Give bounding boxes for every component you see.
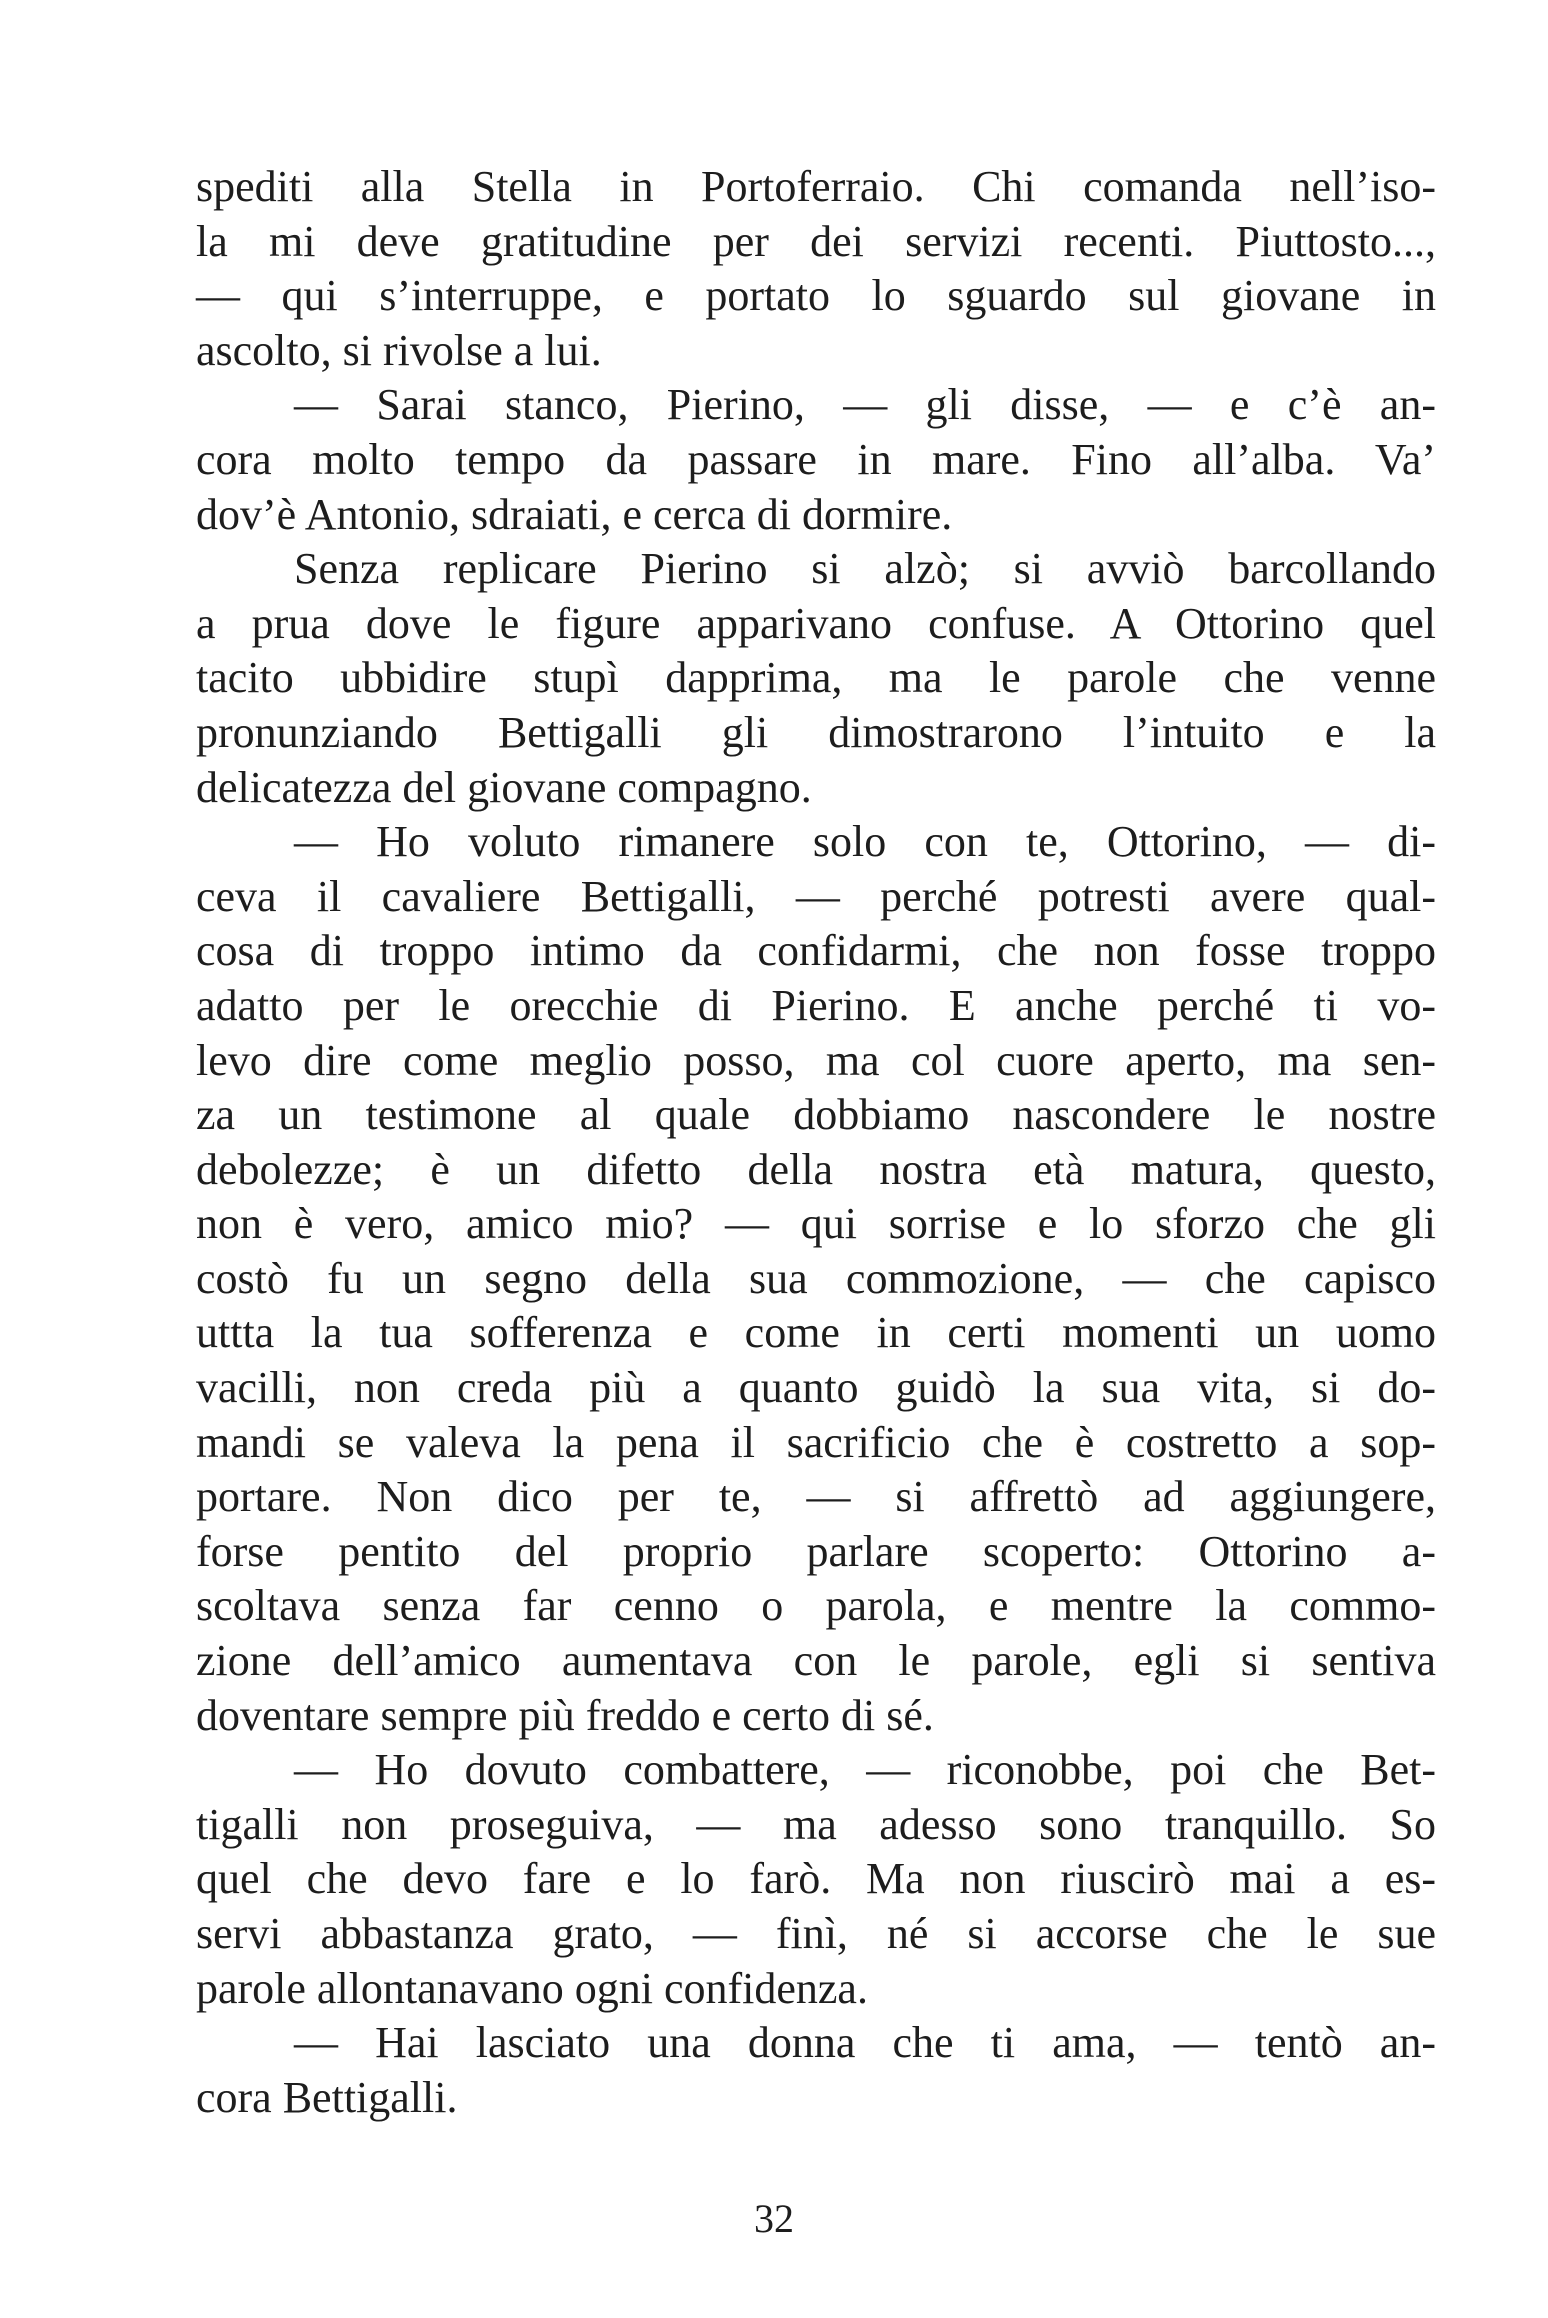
text-line: — Hai lasciato una donna che ti ama, — tentò an- (294, 2018, 1436, 2068)
text-line: quel che devo fare e lo farò. Ma non riuscirò mai a es- (196, 1854, 1436, 1904)
text-line: forse pentito del proprio parlare scoperto: Ottorino a- (196, 1526, 1436, 1576)
text-line: a prua dove le figure apparivano confuse. A Ottorino quel (196, 598, 1436, 648)
text-line: adatto per le orecchie di Pierino. E anche perché ti vo- (196, 980, 1436, 1030)
text-line: costò fu un segno della sua commozione, — che capisco (196, 1253, 1436, 1303)
text-line: cora Bettigalli. (196, 2072, 458, 2122)
text-line: uttta la tua sofferenza e come in certi momenti un uomo (196, 1308, 1436, 1358)
text-line: spediti alla Stella in Portoferraio. Chi comanda nell’iso- (196, 162, 1436, 211)
text-line: tacito ubbidire stupì dapprima, ma le parole che venne (196, 653, 1436, 703)
text-line: la mi deve gratitudine per dei servizi recenti. Piuttosto..., (196, 216, 1436, 266)
text-line: non è vero, amico mio? — qui sorrise e lo sforzo che gli (196, 1199, 1436, 1249)
page-number: 32 (754, 2196, 794, 2241)
text-line: za un testimone al quale dobbiamo nascondere le nostre (196, 1090, 1436, 1140)
text-line: levo dire come meglio posso, ma col cuore aperto, ma sen- (196, 1035, 1436, 1085)
text-line: cosa di troppo intimo da confidarmi, che non fosse troppo (196, 926, 1436, 976)
text-line: ascolto, si rivolse a lui. (196, 325, 602, 375)
text-line: doventare sempre più freddo e certo di sé. (196, 1690, 934, 1740)
text-line: portare. Non dico per te, — si affrettò ad aggiungere, (196, 1472, 1436, 1522)
text-line: — Ho voluto rimanere solo con te, Ottorino, — di- (294, 817, 1436, 867)
text-line: cora molto tempo da passare in mare. Fino all’alba. Va’ (196, 434, 1436, 484)
body-text (196, 160, 1436, 2125)
text-line: tigalli non proseguiva, — ma adesso sono tranquillo. So (196, 1799, 1436, 1849)
text-line: Senza replicare Pierino si alzò; si avviò barcollando (294, 544, 1436, 594)
text-line: vacilli, non creda più a quanto guidò la sua vita, si do- (196, 1363, 1436, 1413)
text-line: — Sarai stanco, Pierino, — gli disse, — e c’è an- (294, 380, 1436, 430)
text-line: ceva il cavaliere Bettigalli, — perché potresti avere qual- (196, 871, 1436, 921)
text-line: debolezze; è un difetto della nostra età matura, questo, (196, 1144, 1436, 1194)
text-line: — qui s’interruppe, e portato lo sguardo sul giovane in (196, 271, 1436, 321)
text-line: dov’è Antonio, sdraiati, e cerca di dormire. (196, 489, 953, 539)
text-line: scoltava senza far cenno o parola, e mentre la commo- (196, 1581, 1436, 1631)
text-line: mandi se valeva la pena il sacrificio che è costretto a sop- (196, 1417, 1436, 1467)
text-line: — Ho dovuto combattere, — riconobbe, poi che Bet- (294, 1745, 1436, 1795)
text-line: parole allontanavano ogni confidenza. (196, 1963, 868, 2013)
text-line: pronunziando Bettigalli gli dimostrarono l’intuito e la (196, 707, 1436, 757)
text-line: delicatezza del giovane compagno. (196, 762, 812, 812)
text-line: zione dell’amico aumentava con le parole, egli si sentiva (196, 1636, 1436, 1686)
text-line: servi abbastanza grato, — finì, né si accorse che le sue (196, 1909, 1436, 1958)
